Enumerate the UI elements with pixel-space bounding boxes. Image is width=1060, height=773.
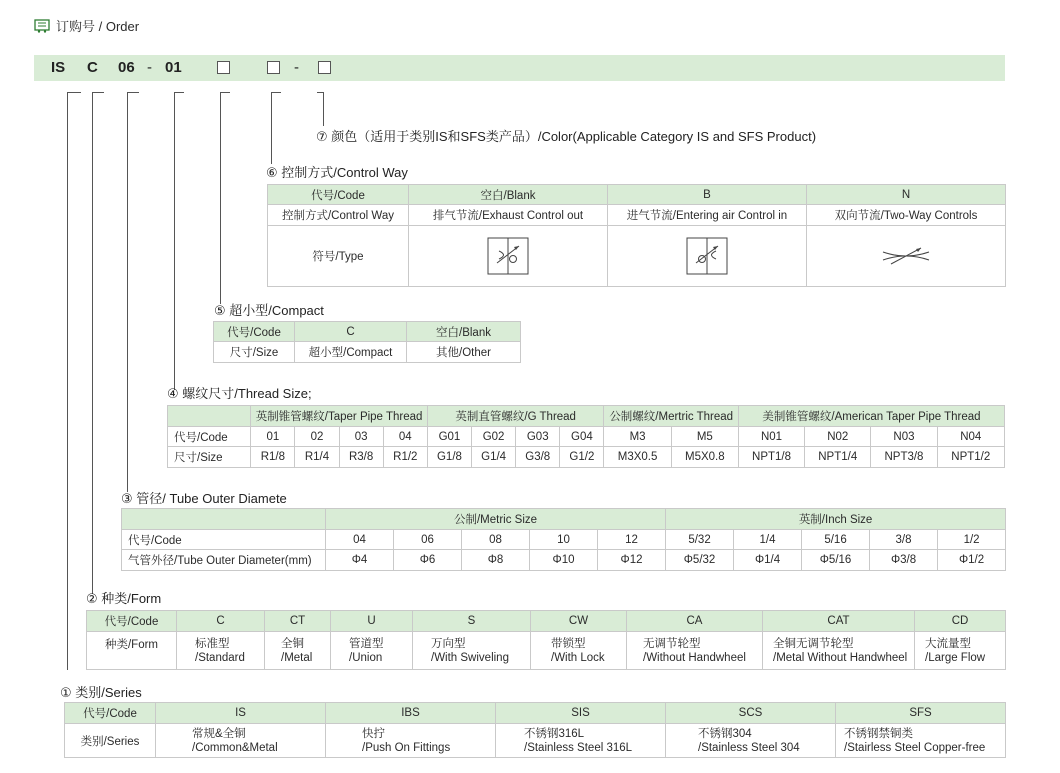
form-item-cn: 全铜	[281, 637, 304, 650]
ctl-code-b: B	[608, 185, 807, 205]
ctl-type-entering	[608, 226, 807, 287]
connector-compact-tick	[220, 92, 230, 93]
control-way-table	[267, 184, 1006, 287]
form-code: CD	[915, 611, 1006, 632]
series-item-en: /Push On Fittings	[362, 741, 451, 754]
thr-group-blank	[168, 406, 251, 427]
thr-code: G03	[516, 427, 560, 447]
tube-group-metric: 公制/Metric Size	[326, 509, 666, 530]
series-item	[156, 724, 326, 758]
form-item-en: /With Lock	[551, 651, 605, 664]
form-item	[531, 632, 627, 670]
form-item-en: /Standard	[195, 651, 245, 664]
thr-size: G1/2	[560, 447, 604, 468]
form-item-en: /Metal Without Handwheel	[773, 651, 908, 664]
tube-code: 3/8	[870, 530, 938, 550]
thr-code: 02	[295, 427, 339, 447]
series-code: SCS	[666, 703, 836, 724]
code-box-control	[267, 61, 280, 74]
cmp-code-label: 代号/Code	[214, 322, 295, 342]
form-item-en: /Large Flow	[925, 651, 986, 664]
form-item-cn: 标准型	[195, 637, 230, 650]
form-table	[86, 610, 1006, 670]
form-code-label: 代号/Code	[87, 611, 177, 632]
tube-dia: Φ10	[530, 550, 598, 571]
thr-size: R3/8	[339, 447, 383, 468]
cmp-code-c: C	[295, 322, 407, 342]
thr-size: G1/4	[472, 447, 516, 468]
code-box-compact	[217, 61, 230, 74]
thr-size-label: 尺寸/Size	[168, 447, 251, 468]
connector-form-tick	[92, 92, 104, 93]
ctl-way-exhaust: 排气节流/Exhaust Control out	[409, 205, 608, 226]
series-item	[496, 724, 666, 758]
form-code: CW	[531, 611, 627, 632]
thr-code: 01	[251, 427, 295, 447]
ctl-code-label: 代号/Code	[268, 185, 409, 205]
form-item-cn: 万向型	[431, 637, 466, 650]
series-item	[836, 724, 1006, 758]
series-code-label: 代号/Code	[65, 703, 156, 724]
tube-code: 10	[530, 530, 598, 550]
series-code: IBS	[326, 703, 496, 724]
form-item-cn: 大流量型	[925, 637, 971, 650]
thr-size: M5X0.8	[671, 447, 738, 468]
code-dash-1: -	[147, 59, 152, 76]
series-item	[666, 724, 836, 758]
tube-dia: Φ4	[326, 550, 394, 571]
tube-dia: Φ12	[598, 550, 666, 571]
connector-tube	[127, 92, 128, 492]
connector-series-tick	[67, 92, 81, 93]
exhaust-throttle-symbol-icon	[487, 237, 529, 275]
tube-code: 04	[326, 530, 394, 550]
series-code: SFS	[836, 703, 1006, 724]
tube-code: 08	[462, 530, 530, 550]
tube-code: 1/2	[938, 530, 1006, 550]
tube-dia: Φ1/4	[734, 550, 802, 571]
thr-code: N01	[738, 427, 804, 447]
thr-code: G01	[427, 427, 471, 447]
series-item-en: /Stainless Steel 304	[698, 741, 800, 754]
ctl-type-exhaust	[409, 226, 608, 287]
section-control-title: ⑥ 控制方式/Control Way	[266, 165, 408, 180]
connector-compact	[220, 92, 221, 304]
series-item-en: /Common&Metal	[192, 741, 278, 754]
form-code: CT	[265, 611, 331, 632]
order-header	[34, 16, 139, 35]
section-tube-title: ③ 管径/ Tube Outer Diamete	[121, 491, 287, 506]
compact-table	[213, 321, 521, 363]
section-series-title: ① 类别/Series	[60, 685, 142, 700]
thr-size: NPT1/8	[738, 447, 804, 468]
section-color-title: ⑦ 颜色（适用于类别IS和SFS类产品）/Color(Applicable Category IS and SFS Product)	[316, 129, 817, 144]
two-way-throttle-symbol-icon	[881, 244, 931, 268]
thr-size: G1/8	[427, 447, 471, 468]
form-code: CAT	[763, 611, 915, 632]
tube-group-blank	[122, 509, 326, 530]
tube-dia: Φ5/16	[802, 550, 870, 571]
form-item-cn: 管道型	[349, 637, 384, 650]
form-item	[177, 632, 265, 670]
form-code: C	[177, 611, 265, 632]
order-code-bar	[34, 55, 1005, 81]
series-item	[326, 724, 496, 758]
thr-size: R1/8	[251, 447, 295, 468]
form-item	[331, 632, 413, 670]
form-item-cn: 全铜无调节轮型	[773, 637, 854, 650]
thr-size: G3/8	[516, 447, 560, 468]
code-dash-2: -	[294, 59, 299, 76]
form-code: S	[413, 611, 531, 632]
thr-size: M3X0.5	[604, 447, 671, 468]
ctl-way-two-way: 双向节流/Two-Way Controls	[807, 205, 1006, 226]
thr-code: M5	[671, 427, 738, 447]
connector-tube-tick	[127, 92, 139, 93]
thr-code: M3	[604, 427, 671, 447]
tube-dia: Φ5/32	[666, 550, 734, 571]
form-item	[265, 632, 331, 670]
form-item-cn: 带锁型	[551, 637, 586, 650]
thr-code: 03	[339, 427, 383, 447]
series-item-cn: 常规&全铜	[192, 727, 246, 740]
tube-code: 5/16	[802, 530, 870, 550]
thr-code-label: 代号/Code	[168, 427, 251, 447]
form-item-en: /Metal	[281, 651, 313, 664]
thr-size: NPT1/4	[805, 447, 871, 468]
thr-size: NPT3/8	[871, 447, 937, 468]
form-item	[763, 632, 915, 670]
order-title: 订购号 / Order	[56, 19, 140, 34]
thr-group-american: 美制锥管螺纹/American Taper Pipe Thread	[738, 406, 1004, 427]
section-thread-title: ④ 螺纹尺寸/Thread Size;	[167, 386, 312, 401]
tube-code-label: 代号/Code	[122, 530, 326, 550]
entering-throttle-symbol-icon	[686, 237, 728, 275]
form-form-label: 种类/Form	[87, 632, 177, 670]
tube-code: 5/32	[666, 530, 734, 550]
thr-code: G02	[472, 427, 516, 447]
ctl-type-label: 符号/Type	[268, 226, 409, 287]
series-item-cn: 不锈钢304	[698, 727, 752, 740]
tube-diameter-table	[121, 508, 1006, 571]
ctl-type-two-way	[807, 226, 1006, 287]
thr-code: G04	[560, 427, 604, 447]
thr-group-metric: 公制螺纹/Mertric Thread	[604, 406, 738, 427]
cmp-size-other: 其他/Other	[407, 342, 521, 363]
form-item	[915, 632, 1006, 670]
tube-code: 1/4	[734, 530, 802, 550]
cmp-size-compact: 超小型/Compact	[295, 342, 407, 363]
form-item-en: /Union	[349, 651, 383, 664]
form-item-en: /With Swiveling	[431, 651, 509, 664]
thr-code: 04	[383, 427, 427, 447]
cmp-size-label: 尺寸/Size	[214, 342, 295, 363]
connector-color	[323, 92, 324, 126]
code-form: C	[87, 59, 98, 76]
code-thread: 01	[165, 59, 182, 76]
form-item-en: /Without Handwheel	[643, 651, 746, 664]
ctl-way-entering: 进气节流/Entering air Control in	[608, 205, 807, 226]
series-item-en: /Stainless Steel 316L	[524, 741, 633, 754]
ctl-code-n: N	[807, 185, 1006, 205]
code-tube: 06	[118, 59, 135, 76]
code-box-color	[318, 61, 331, 74]
thr-code: N02	[805, 427, 871, 447]
thr-group-g: 英制直管螺纹/G Thread	[427, 406, 604, 427]
form-item	[413, 632, 531, 670]
thr-size: R1/4	[295, 447, 339, 468]
tube-dia: Φ8	[462, 550, 530, 571]
connector-control-tick	[271, 92, 281, 93]
thr-size: NPT1/2	[937, 447, 1004, 468]
tube-dia: Φ1/2	[938, 550, 1006, 571]
series-item-cn: 不锈钢316L	[524, 727, 585, 740]
tube-dia: Φ6	[394, 550, 462, 571]
cmp-code-blank: 空白/Blank	[407, 322, 521, 342]
ctl-code-blank: 空白/Blank	[409, 185, 608, 205]
connector-series	[67, 92, 68, 670]
connector-control	[271, 92, 272, 164]
series-table	[64, 702, 1006, 758]
series-item-cn: 不锈钢禁铜类	[844, 727, 913, 740]
thr-code: N04	[937, 427, 1004, 447]
form-code: U	[331, 611, 413, 632]
connector-thread	[174, 92, 175, 390]
tube-code: 06	[394, 530, 462, 550]
section-form-title: ② 种类/Form	[86, 591, 162, 606]
form-item-cn: 无调节轮型	[643, 637, 701, 650]
tube-dia: Φ3/8	[870, 550, 938, 571]
tube-dia-label: 气管外径/Tube Outer Diameter(mm)	[122, 550, 326, 571]
tube-code: 12	[598, 530, 666, 550]
section-compact-title: ⑤ 超小型/Compact	[214, 303, 324, 318]
thread-size-table	[167, 405, 1005, 468]
series-series-label: 类别/Series	[65, 724, 156, 758]
cart-icon	[34, 19, 50, 33]
series-item-en: /Stairless Steel Copper-free	[844, 741, 986, 754]
connector-thread-tick	[174, 92, 184, 93]
thr-code: N03	[871, 427, 937, 447]
ctl-way-label: 控制方式/Control Way	[268, 205, 409, 226]
series-code: IS	[156, 703, 326, 724]
form-item	[627, 632, 763, 670]
connector-form	[92, 92, 93, 594]
tube-group-inch: 英制/Inch Size	[666, 509, 1006, 530]
code-series: IS	[51, 59, 66, 76]
thr-group-taper: 英制锥管螺纹/Taper Pipe Thread	[251, 406, 428, 427]
connector-color-tick	[317, 92, 324, 93]
form-code: CA	[627, 611, 763, 632]
series-code: SIS	[496, 703, 666, 724]
thr-size: R1/2	[383, 447, 427, 468]
series-item-cn: 快拧	[362, 727, 385, 740]
